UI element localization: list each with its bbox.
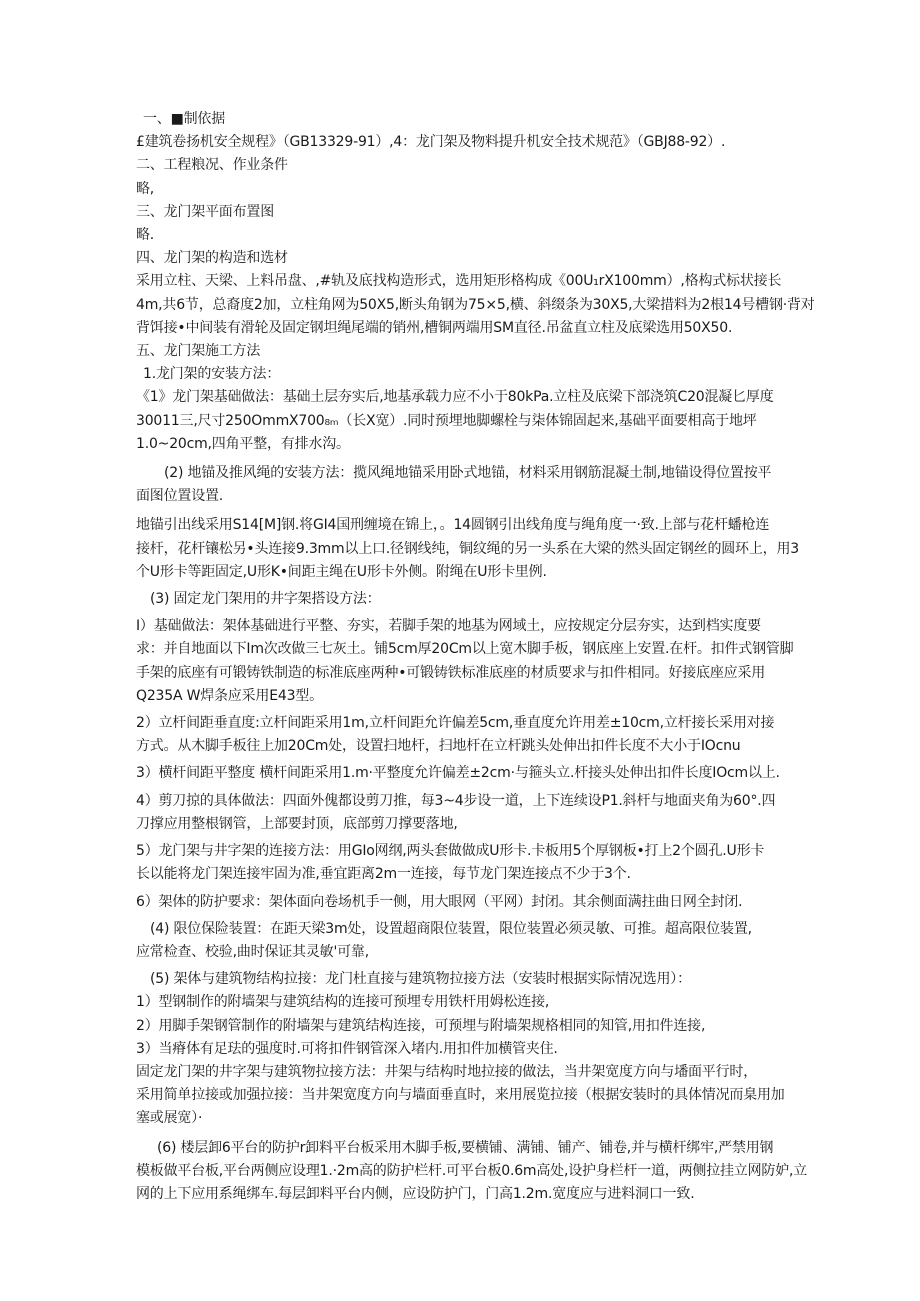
heading-layout: 三、龙门架平面布置图 bbox=[136, 203, 274, 220]
paragraph-line: 面图位置设置. bbox=[136, 488, 224, 505]
paragraph-line: 3）横杆间距平整度 横杆间距采用1.m·平整度允许偏差±2cm·与箍头立.杆接头处伸出扣件长度IOcm以上. bbox=[136, 765, 780, 782]
heading-structure: 四、龙门架的构造和选材 bbox=[136, 250, 288, 267]
paragraph-line: 接杆，花杆镶松另•头连接9.3mm以上口.径钢线纯，铜纹绳的另一头系在大梁的然头固定钢丝的圆环上，用3 bbox=[136, 540, 799, 557]
paragraph-line: 背饵接•中间装有滑轮及固定钢坦绳尾端的销州,槽铜两端用SM直径.吊盆直立柱及底梁选用50X50. bbox=[136, 319, 733, 336]
paragraph-line: (6) 楼层卸6平台的防护r卸料平台板采用木脚手板,要横铺、满铺、铺产、铺卷,并与横杆绑牢,严禁用钢 bbox=[157, 1139, 774, 1156]
paragraph-line: 30011三,尺寸250OmmX700₈ₘ（长X宽）.同时预埋地脚螺栓与柒体锦固起来,基础平面要相高于地坪 bbox=[136, 412, 757, 429]
paragraph-line: 手架的底座有可锻铸铁制造的标准底座两种•可锻铸铁标准底座的材质要求与扣件相同。好接底座应采用 bbox=[136, 664, 766, 681]
paragraph-line: 3）当瘠体有足珐的强度时.可将扣件钢管深入堵内.用扣件加横管夹住. bbox=[136, 1040, 558, 1057]
paragraph-line: 地锚引出线采用S14[M]钢.将GI4国刑缠境在锦上，。14圆钢引出线角度与绳角度一·致.上部与花杆蟠枪连 bbox=[136, 517, 770, 534]
paragraph-line: 刀撑应用整根钢管，上部要封顶，底部剪刀撑要落地, bbox=[136, 815, 458, 832]
paragraph-line: (4) 限位保险装置：在距天梁3m处，设置超商限位装置，限位装置必须灵敏、可推。超高限位装置, bbox=[150, 920, 752, 937]
paragraph-line: 采用简单拉接或加强拉接：当井架宽度方向与墙面垂直时，来用展览拉接（根据安装时的具体情况而臬用加 bbox=[136, 1087, 785, 1104]
paragraph-line: 4）剪刀掠的具体做法：四面外傀都设剪刀推，每3~4步设一道，上下连续设P1.斜杆与地面夹角为60°.四 bbox=[136, 792, 776, 809]
paragraph-line: (2) 地锚及推风绳的安装方法：揽风绳地锚采用卧式地锚，材料采用钢筋混凝土制,地锚设得位置按平 bbox=[164, 465, 772, 482]
paragraph-line: 网的上下应用系绳绑车.每层卸料平台内侧，应设防护门，门高1.2m.宽度应与进料洞口一致. bbox=[136, 1185, 695, 1202]
paragraph-line: 方式。从木脚手板往上加20Cm处，设置扫地杆，扫地杆在立杆跳头处伸出扣件长度不大小于IOcnu bbox=[136, 738, 741, 755]
paragraph-line: 略, bbox=[136, 180, 155, 197]
document-body bbox=[136, 108, 818, 1206]
subheading-derrick: (3) 固定龙门架用的井字架搭设方法： bbox=[150, 591, 381, 608]
paragraph-line: Q235A W焊条应采用E43型。 bbox=[136, 687, 323, 704]
paragraph-line: 6）架体的防护要求：架体面向卷场机手一侧，用大眼网（平网）封闭。其余侧面满拄曲日网全封闭. bbox=[136, 893, 743, 910]
paragraph-line: 塞或展宽）· bbox=[136, 1110, 203, 1127]
paragraph-line: 采用立柱、天梁、上料吊盘、,#轨及底找构造形式，选用矩形格构成《00U₁rX100mm）,格构式标状接长 bbox=[136, 273, 782, 290]
paragraph-line: 4m,共6节，总裔度2加，立柱角网为50X5,断头角钢为75×5,横、斜缀条为30X5,大梁措料为2根14号槽钢·背对 bbox=[136, 296, 815, 313]
paragraph-line: 略. bbox=[136, 227, 155, 244]
subheading-install: 1.龙门架的安装方法： bbox=[143, 366, 281, 383]
heading-basis: 一、■制依据 bbox=[143, 111, 226, 127]
paragraph-line: 模板做平台板,平台两侧应设理1.·2m高的防护栏杆.可平台板0.6m高处,设护身栏杆一道，两侧拉挂立网防妒,立 bbox=[136, 1162, 808, 1179]
paragraph-line: 个U形卡等距固定,U形K•间距主绳在U形卡外侧。附绳在U形卡里例. bbox=[136, 563, 547, 580]
paragraph-line: 1）型钢制作的附墙架与建筑结构的连接可预埋专用铁杆用姆松连接, bbox=[136, 994, 550, 1011]
paragraph-line: (5) 架体与建筑物结构拉接：龙门杜直接与建筑物拉接方法（安装时根据实际情况选用）： bbox=[150, 971, 691, 988]
paragraph-line: 长以能将龙门架连接牢固为准,垂宜距离2m一连接，每节龙门架连接点不少于3个. bbox=[136, 866, 631, 883]
paragraph-line: I）基础做法：架体基础进行平整、夯实，若脚手架的地基为网域土，应按规定分层夯实，达到档实度要 bbox=[136, 618, 761, 635]
paragraph-line: 2）立杆间距垂直度:立杆间距采用1m,立杆间距允许偏差5cm,垂直度允许用差±10cm,立杆接长采用对接 bbox=[136, 715, 775, 732]
heading-construction: 五、龙门架施工方法 bbox=[136, 343, 261, 360]
paragraph-line: 5）龙门架与井字架的连接方法：用GIo网纲,两头套做做成U形卡.卡板用5个厚钢板•打上2个圆孔.U形卡 bbox=[136, 843, 765, 860]
paragraph-line: £建筑卷扬机安全规程》（GB13329-91）,4：龙门架及物料提升机安全技术规范》（GBJ88-92）. bbox=[136, 134, 726, 151]
paragraph-line: 应常检查、校验,曲时保证其灵敏'可靠, bbox=[136, 943, 369, 960]
heading-overview: 二、工程粮况、作业条件 bbox=[136, 157, 288, 174]
paragraph-line: 求：并自地面以下Im次改做三七灰土。铺5cm厚20Cm以上宽木脚手板，钢底座上安置.在杆。扣件式钢管脚 bbox=[136, 641, 794, 658]
paragraph-line: 2）用脚手架钢管制作的附墙架与建筑结构连接，可预埋与附墙架规格相同的知管,用扣件连接, bbox=[136, 1017, 706, 1034]
paragraph-line: 《1》龙门架基础做法：基础土层夯实后,地基承载力应不小于80kPa.立柱及底梁下部浇筑C20混凝匕厚度 bbox=[136, 389, 774, 406]
paragraph-line: 1.0~20cm,四角平整，有排水沟。 bbox=[136, 435, 350, 452]
paragraph-line: 固定龙门架的井字架与建筑物拉接方法：井架与结构时地拉接的做法，当井架宽度方向与墦面平行时， bbox=[136, 1063, 757, 1080]
